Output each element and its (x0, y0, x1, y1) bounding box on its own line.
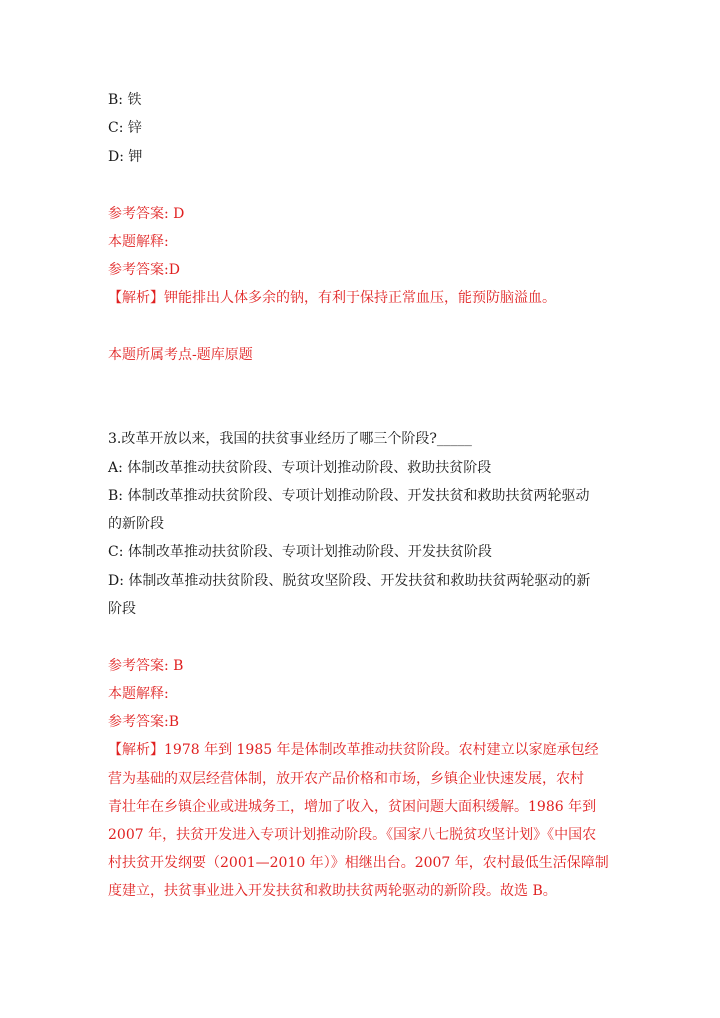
q3-option-a: A: 体制改革推动扶贫阶段、专项计划推动阶段、救助扶贫阶段 (108, 460, 492, 476)
q3-answer: 参考答案: B (108, 658, 184, 674)
q2-option-d: D: 钾 (108, 149, 143, 165)
q2-option-b: B: 铁 (108, 92, 142, 108)
q3-option-d-cont: 阶段 (108, 601, 136, 617)
q2-analysis: 【解析】钾能排出人体多余的钠，有利于保持正常血压，能预防脑溢血。 (108, 290, 556, 306)
q3-option-b-cont: 的新阶段 (108, 516, 164, 532)
q2-explain-heading: 本题解释: (108, 234, 169, 250)
q3-analysis-line: 度建立，扶贫事业进入开发扶贫和救助扶贫两轮驱动的新阶段。故选 B。 (108, 883, 557, 899)
q3-analysis-line: 营为基础的双层经营体制，放开农产品价格和市场，乡镇企业快速发展，农村 (108, 771, 584, 787)
q2-answer-repeat: 参考答案:D (108, 262, 180, 278)
q3-analysis-line: 青壮年在乡镇企业或进城务工，增加了收入，贫困问题大面积缓解。1986 年到 (108, 799, 597, 815)
q2-answer: 参考答案: D (108, 206, 185, 222)
q3-analysis-line: 【解析】1978 年到 1985 年是体制改革推动扶贫阶段。农村建立以家庭承包经 (108, 742, 599, 758)
q3-answer-repeat: 参考答案:B (108, 714, 180, 730)
q3-option-b: B: 体制改革推动扶贫阶段、专项计划推动阶段、开发扶贫和救助扶贫两轮驱动 (108, 488, 590, 504)
q3-option-d: D: 体制改革推动扶贫阶段、脱贫攻坚阶段、开发扶贫和救助扶贫两轮驱动的新 (108, 573, 591, 589)
q2-option-c: C: 锌 (108, 120, 142, 136)
q3-option-c: C: 体制改革推动扶贫阶段、专项计划推动阶段、开发扶贫阶段 (108, 544, 492, 560)
q3-analysis-line: 2007 年，扶贫开发进入专项计划推动阶段。《国家八七脱贫攻坚计划》《中国农 (108, 827, 597, 843)
q3-explain-heading: 本题解释: (108, 686, 169, 702)
q3-question: 3.改革开放以来，我国的扶贫事业经历了哪三个阶段?_____ (108, 431, 472, 447)
q2-source: 本题所属考点-题库原题 (108, 347, 253, 363)
q3-analysis-line: 村扶贫开发纲要（2001—2010 年）》相继出台。2007 年，农村最低生活保障制 (108, 855, 609, 871)
